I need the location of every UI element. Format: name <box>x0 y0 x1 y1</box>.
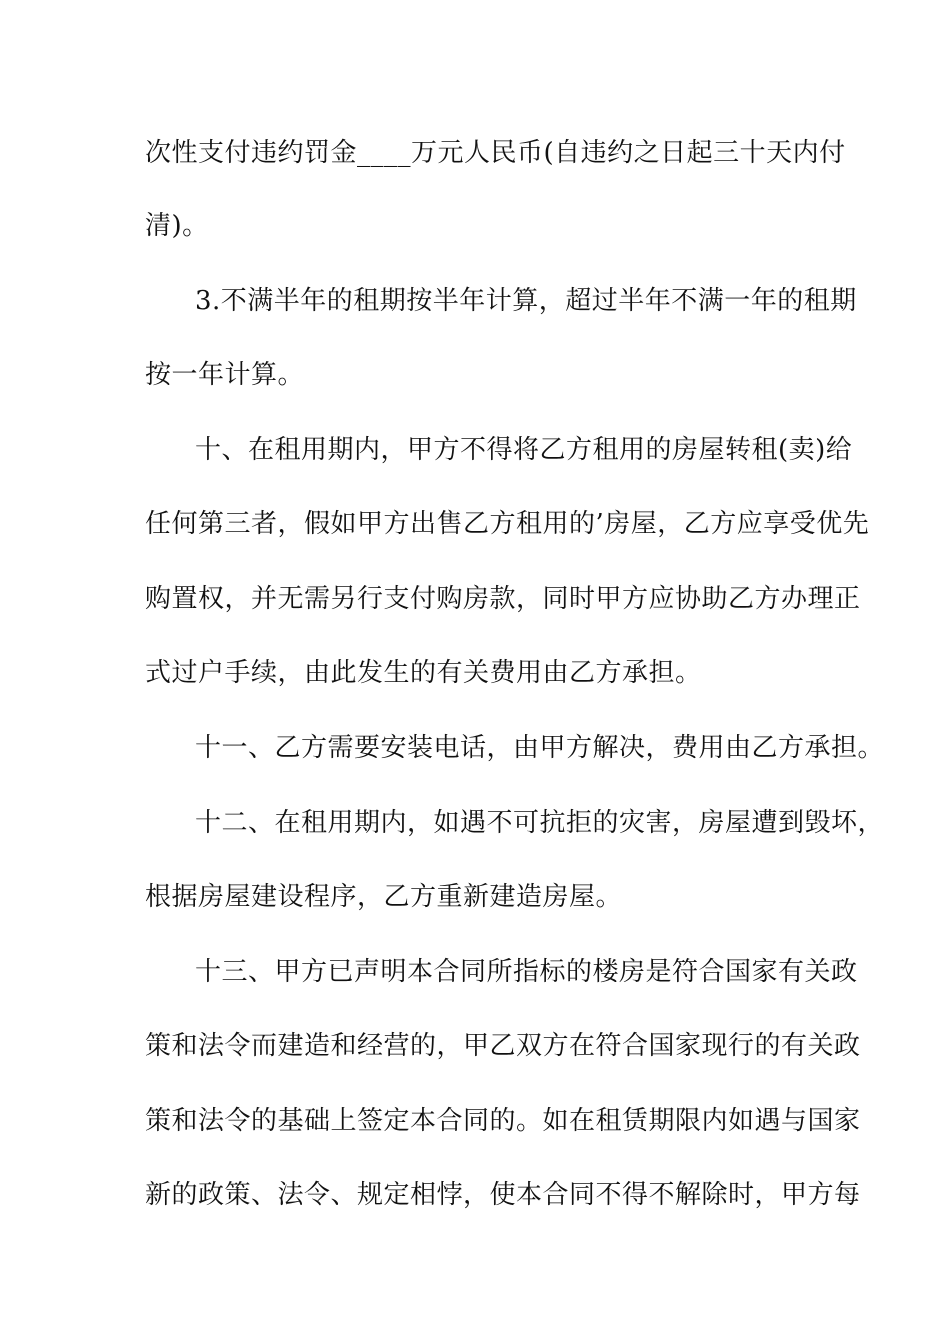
clause-13-line-3: 策和法令的基础上签定本合同的。如在租赁期限内如遇与国家 <box>145 1106 861 1136</box>
clause-3-line-1: 3.不满半年的租期按半年计算，超过半年不满一年的租期 <box>195 286 857 316</box>
text-line-2: 清)。 <box>145 211 209 241</box>
clause-12-line-1: 十二、在租用期内，如遇不可抗拒的灾害，房屋遭到毁坏， <box>195 808 885 838</box>
clause-10-line-2: 任何第三者，假如甲方出售乙方租用的’房屋，乙方应享受优先 <box>145 509 870 539</box>
clause-10-line-4: 式过户手续，由此发生的有关费用由乙方承担。 <box>145 658 702 688</box>
clause-12-line-2: 根据房屋建设程序，乙方重新建造房屋。 <box>145 882 623 912</box>
clause-13-line-1: 十三、甲方已声明本合同所指标的楼房是符合国家有关政 <box>195 957 858 987</box>
text-line-1: 次性支付违约罚金____万元人民币(自违约之日起三十天内付 <box>145 138 846 168</box>
clause-10-line-1: 十、在租用期内，甲方不得将乙方租用的房屋转租(卖)给 <box>195 435 853 465</box>
clause-3-line-2: 按一年计算。 <box>145 360 305 390</box>
clause-11-line-1: 十一、乙方需要安装电话，由甲方解决，费用由乙方承担。 <box>195 733 885 763</box>
clause-13-line-4: 新的政策、法令、规定相悖，使本合同不得不解除时，甲方每 <box>145 1180 861 1210</box>
clause-10-line-3: 购置权，并无需另行支付购房款，同时甲方应协助乙方办理正 <box>145 584 861 614</box>
clause-13-line-2: 策和法令而建造和经营的，甲乙双方在符合国家现行的有关政 <box>145 1031 861 1061</box>
